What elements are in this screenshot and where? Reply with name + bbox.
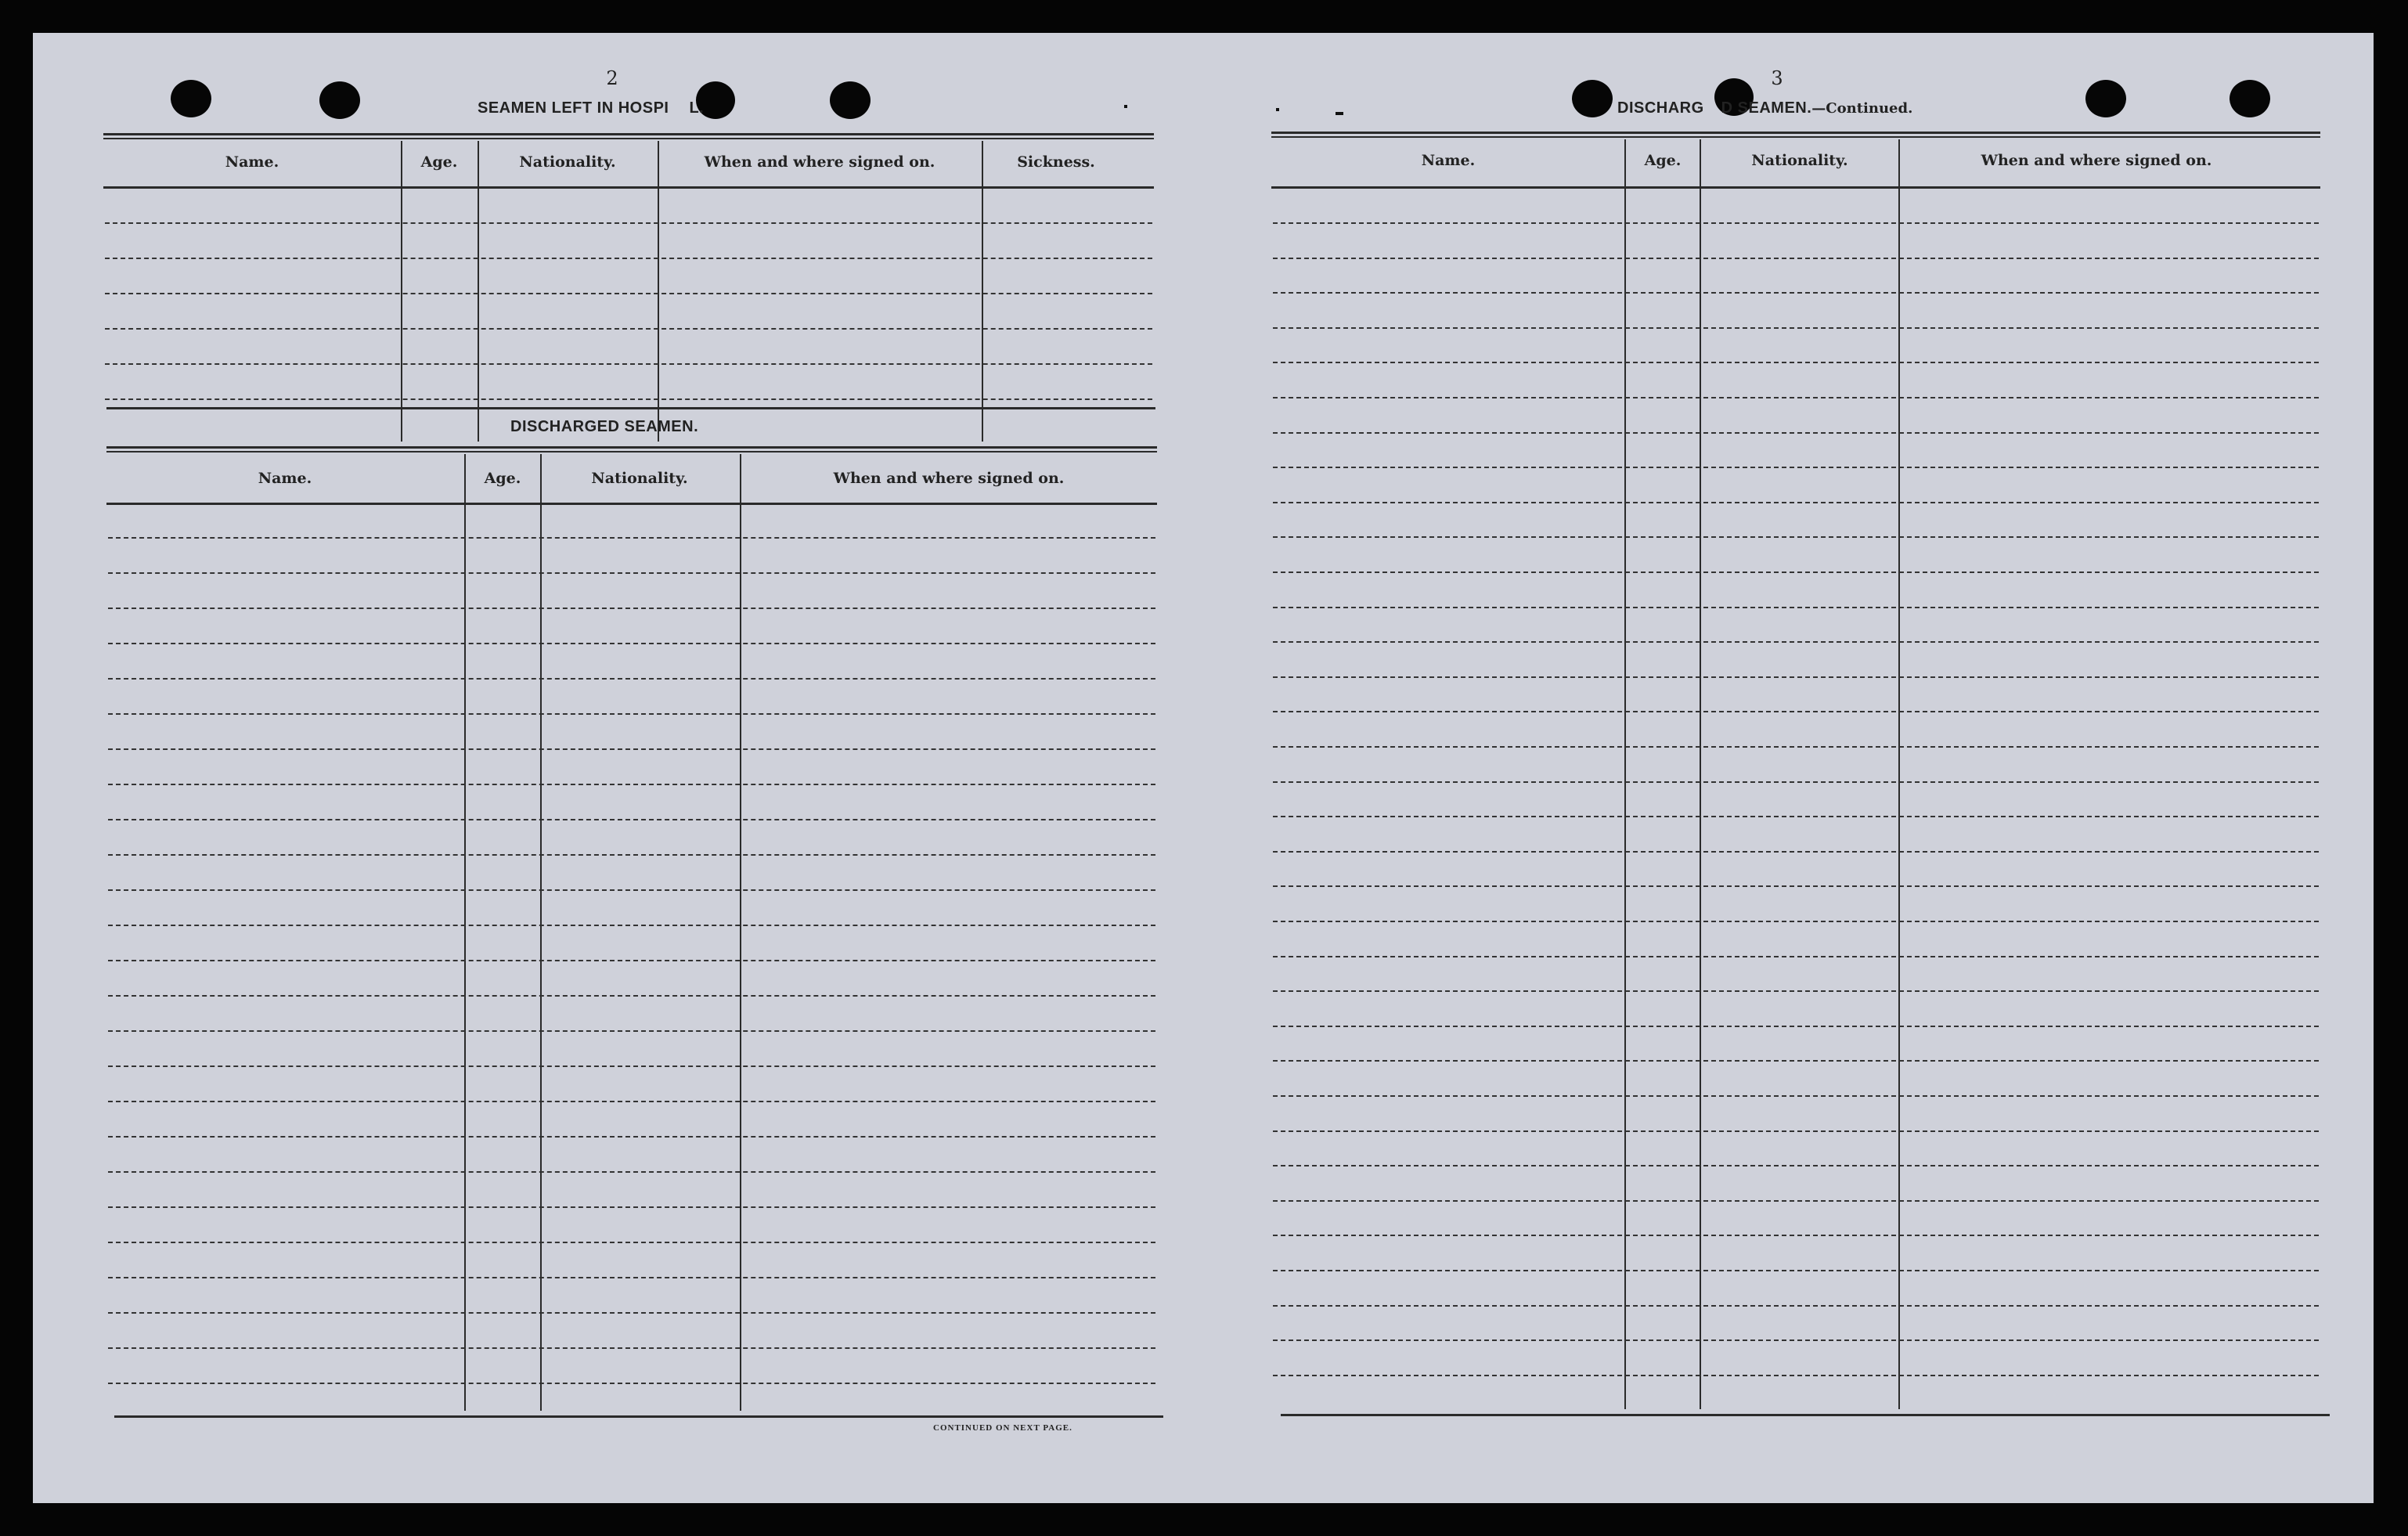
blank-entry-line <box>1273 536 2319 538</box>
hospital-section-title <box>478 99 704 117</box>
register-sheet <box>33 33 2374 1503</box>
blank-entry-line <box>108 1030 1155 1032</box>
column-divider <box>1624 139 1626 1409</box>
column-divider <box>464 454 466 1411</box>
blank-entry-line <box>108 678 1155 680</box>
hospital-title-end: L. <box>689 99 705 117</box>
column-divider <box>1898 139 1900 1409</box>
blank-entry-line <box>108 713 1155 715</box>
blank-entry-line <box>1273 1200 2319 1202</box>
blank-entry-line <box>108 1242 1155 1243</box>
column-divider <box>540 454 542 1411</box>
ink-speck <box>1276 108 1279 111</box>
discharged-continued-title <box>1617 99 1912 117</box>
double-rule <box>106 446 1157 453</box>
blank-entry-line <box>1273 676 2319 678</box>
blank-entry-line <box>105 398 1152 400</box>
blank-entry-line <box>1273 1305 2319 1307</box>
col-header-name: Name. <box>258 470 312 487</box>
blank-entry-line <box>1273 292 2319 294</box>
blank-entry-line <box>108 1065 1155 1067</box>
blank-entry-line <box>108 608 1155 609</box>
blank-entry-line <box>108 925 1155 926</box>
ink-speck <box>1124 105 1127 108</box>
blank-entry-line <box>1273 222 2319 224</box>
blank-entry-line <box>108 1347 1155 1349</box>
blank-entry-line <box>1273 1026 2319 1027</box>
blank-entry-line <box>1273 1270 2319 1271</box>
blank-entry-line <box>108 643 1155 644</box>
continued-title-start: DISCHARG <box>1617 99 1704 117</box>
punch-hole <box>830 81 871 119</box>
blank-entry-line <box>105 258 1152 259</box>
punch-hole <box>319 81 360 119</box>
col-header-name: Name. <box>225 153 279 171</box>
blank-entry-line <box>1273 781 2319 783</box>
col-header-signed-on: When and where signed on. <box>833 470 1065 487</box>
right-bottom-rule <box>1281 1414 2330 1416</box>
blank-entry-line <box>1273 711 2319 712</box>
blank-entry-line <box>1273 1095 2319 1097</box>
continued-title-mid: D SEAMEN. <box>1721 99 1812 117</box>
col-header-signed-on: When and where signed on. <box>1981 152 2212 169</box>
blank-entry-line <box>108 537 1155 539</box>
blank-entry-line <box>1273 467 2319 468</box>
blank-entry-line <box>1273 816 2319 817</box>
punch-hole <box>2085 80 2126 117</box>
blank-entry-line <box>108 1312 1155 1314</box>
blank-entry-line <box>1273 990 2319 992</box>
double-rule <box>1271 132 2320 138</box>
blank-entry-line <box>1273 502 2319 503</box>
blank-entry-line <box>1273 851 2319 853</box>
blank-entry-line <box>108 1277 1155 1278</box>
blank-entry-line <box>1273 362 2319 363</box>
blank-entry-line <box>108 784 1155 785</box>
col-header-age: Age. <box>420 153 458 171</box>
blank-entry-line <box>108 960 1155 961</box>
blank-entry-line <box>105 328 1152 330</box>
discharged-section-title: DISCHARGED SEAMEN. <box>510 418 699 435</box>
continued-label: —Continued. <box>1811 100 1913 117</box>
double-rule <box>103 133 1154 139</box>
blank-entry-line <box>108 1171 1155 1173</box>
blank-entry-line <box>1273 397 2319 398</box>
blank-entry-line <box>1273 1375 2319 1376</box>
col-header-signed-on: When and where signed on. <box>704 153 935 171</box>
blank-entry-line <box>1273 607 2319 608</box>
col-header-sickness: Sickness. <box>1017 153 1095 171</box>
punch-hole <box>1572 80 1613 117</box>
blank-entry-line <box>1273 956 2319 957</box>
punch-hole <box>171 80 211 117</box>
hospital-title-start: SEAMEN LEFT IN HOSPI <box>478 99 669 117</box>
col-header-age: Age. <box>1644 152 1682 169</box>
col-header-nationality: Nationality. <box>519 153 616 171</box>
header-underline <box>106 503 1157 505</box>
blank-entry-line <box>105 293 1152 294</box>
continued-note: CONTINUED ON NEXT PAGE. <box>933 1423 1072 1433</box>
blank-entry-line <box>1273 746 2319 748</box>
col-header-name: Name. <box>1421 152 1476 169</box>
ink-speck <box>1336 112 1343 115</box>
col-header-nationality: Nationality. <box>1751 152 1848 169</box>
blank-entry-line <box>1273 1130 2319 1132</box>
blank-entry-line <box>1273 258 2319 259</box>
blank-entry-line <box>108 889 1155 891</box>
blank-entry-line <box>108 1136 1155 1138</box>
blank-entry-line <box>108 854 1155 856</box>
blank-entry-line <box>1273 1165 2319 1166</box>
header-underline <box>103 186 1154 189</box>
column-divider <box>740 454 741 1411</box>
blank-entry-line <box>1273 432 2319 434</box>
blank-entry-line <box>108 995 1155 997</box>
blank-entry-line <box>108 748 1155 750</box>
blank-entry-line <box>1273 571 2319 573</box>
blank-entry-line <box>1273 1060 2319 1062</box>
page-number-left: 2 <box>606 67 618 89</box>
left-bottom-rule <box>114 1415 1163 1418</box>
blank-entry-line <box>105 222 1152 224</box>
col-header-age: Age. <box>484 470 521 487</box>
header-underline <box>1271 186 2320 189</box>
blank-entry-line <box>1273 885 2319 887</box>
blank-entry-line <box>1273 327 2319 329</box>
punch-hole <box>2230 80 2270 117</box>
blank-entry-line <box>105 363 1152 365</box>
blank-entry-line <box>1273 641 2319 643</box>
hospital-bottom-rule <box>106 407 1155 409</box>
col-header-nationality: Nationality. <box>591 470 688 487</box>
blank-entry-line <box>1273 1339 2319 1341</box>
column-divider <box>1700 139 1701 1409</box>
blank-entry-line <box>1273 1235 2319 1236</box>
blank-entry-line <box>1273 921 2319 922</box>
blank-entry-line <box>108 1383 1155 1384</box>
blank-entry-line <box>108 819 1155 820</box>
page-number-right: 3 <box>1771 67 1783 89</box>
blank-entry-line <box>108 1101 1155 1102</box>
blank-entry-line <box>108 572 1155 574</box>
blank-entry-line <box>108 1206 1155 1208</box>
